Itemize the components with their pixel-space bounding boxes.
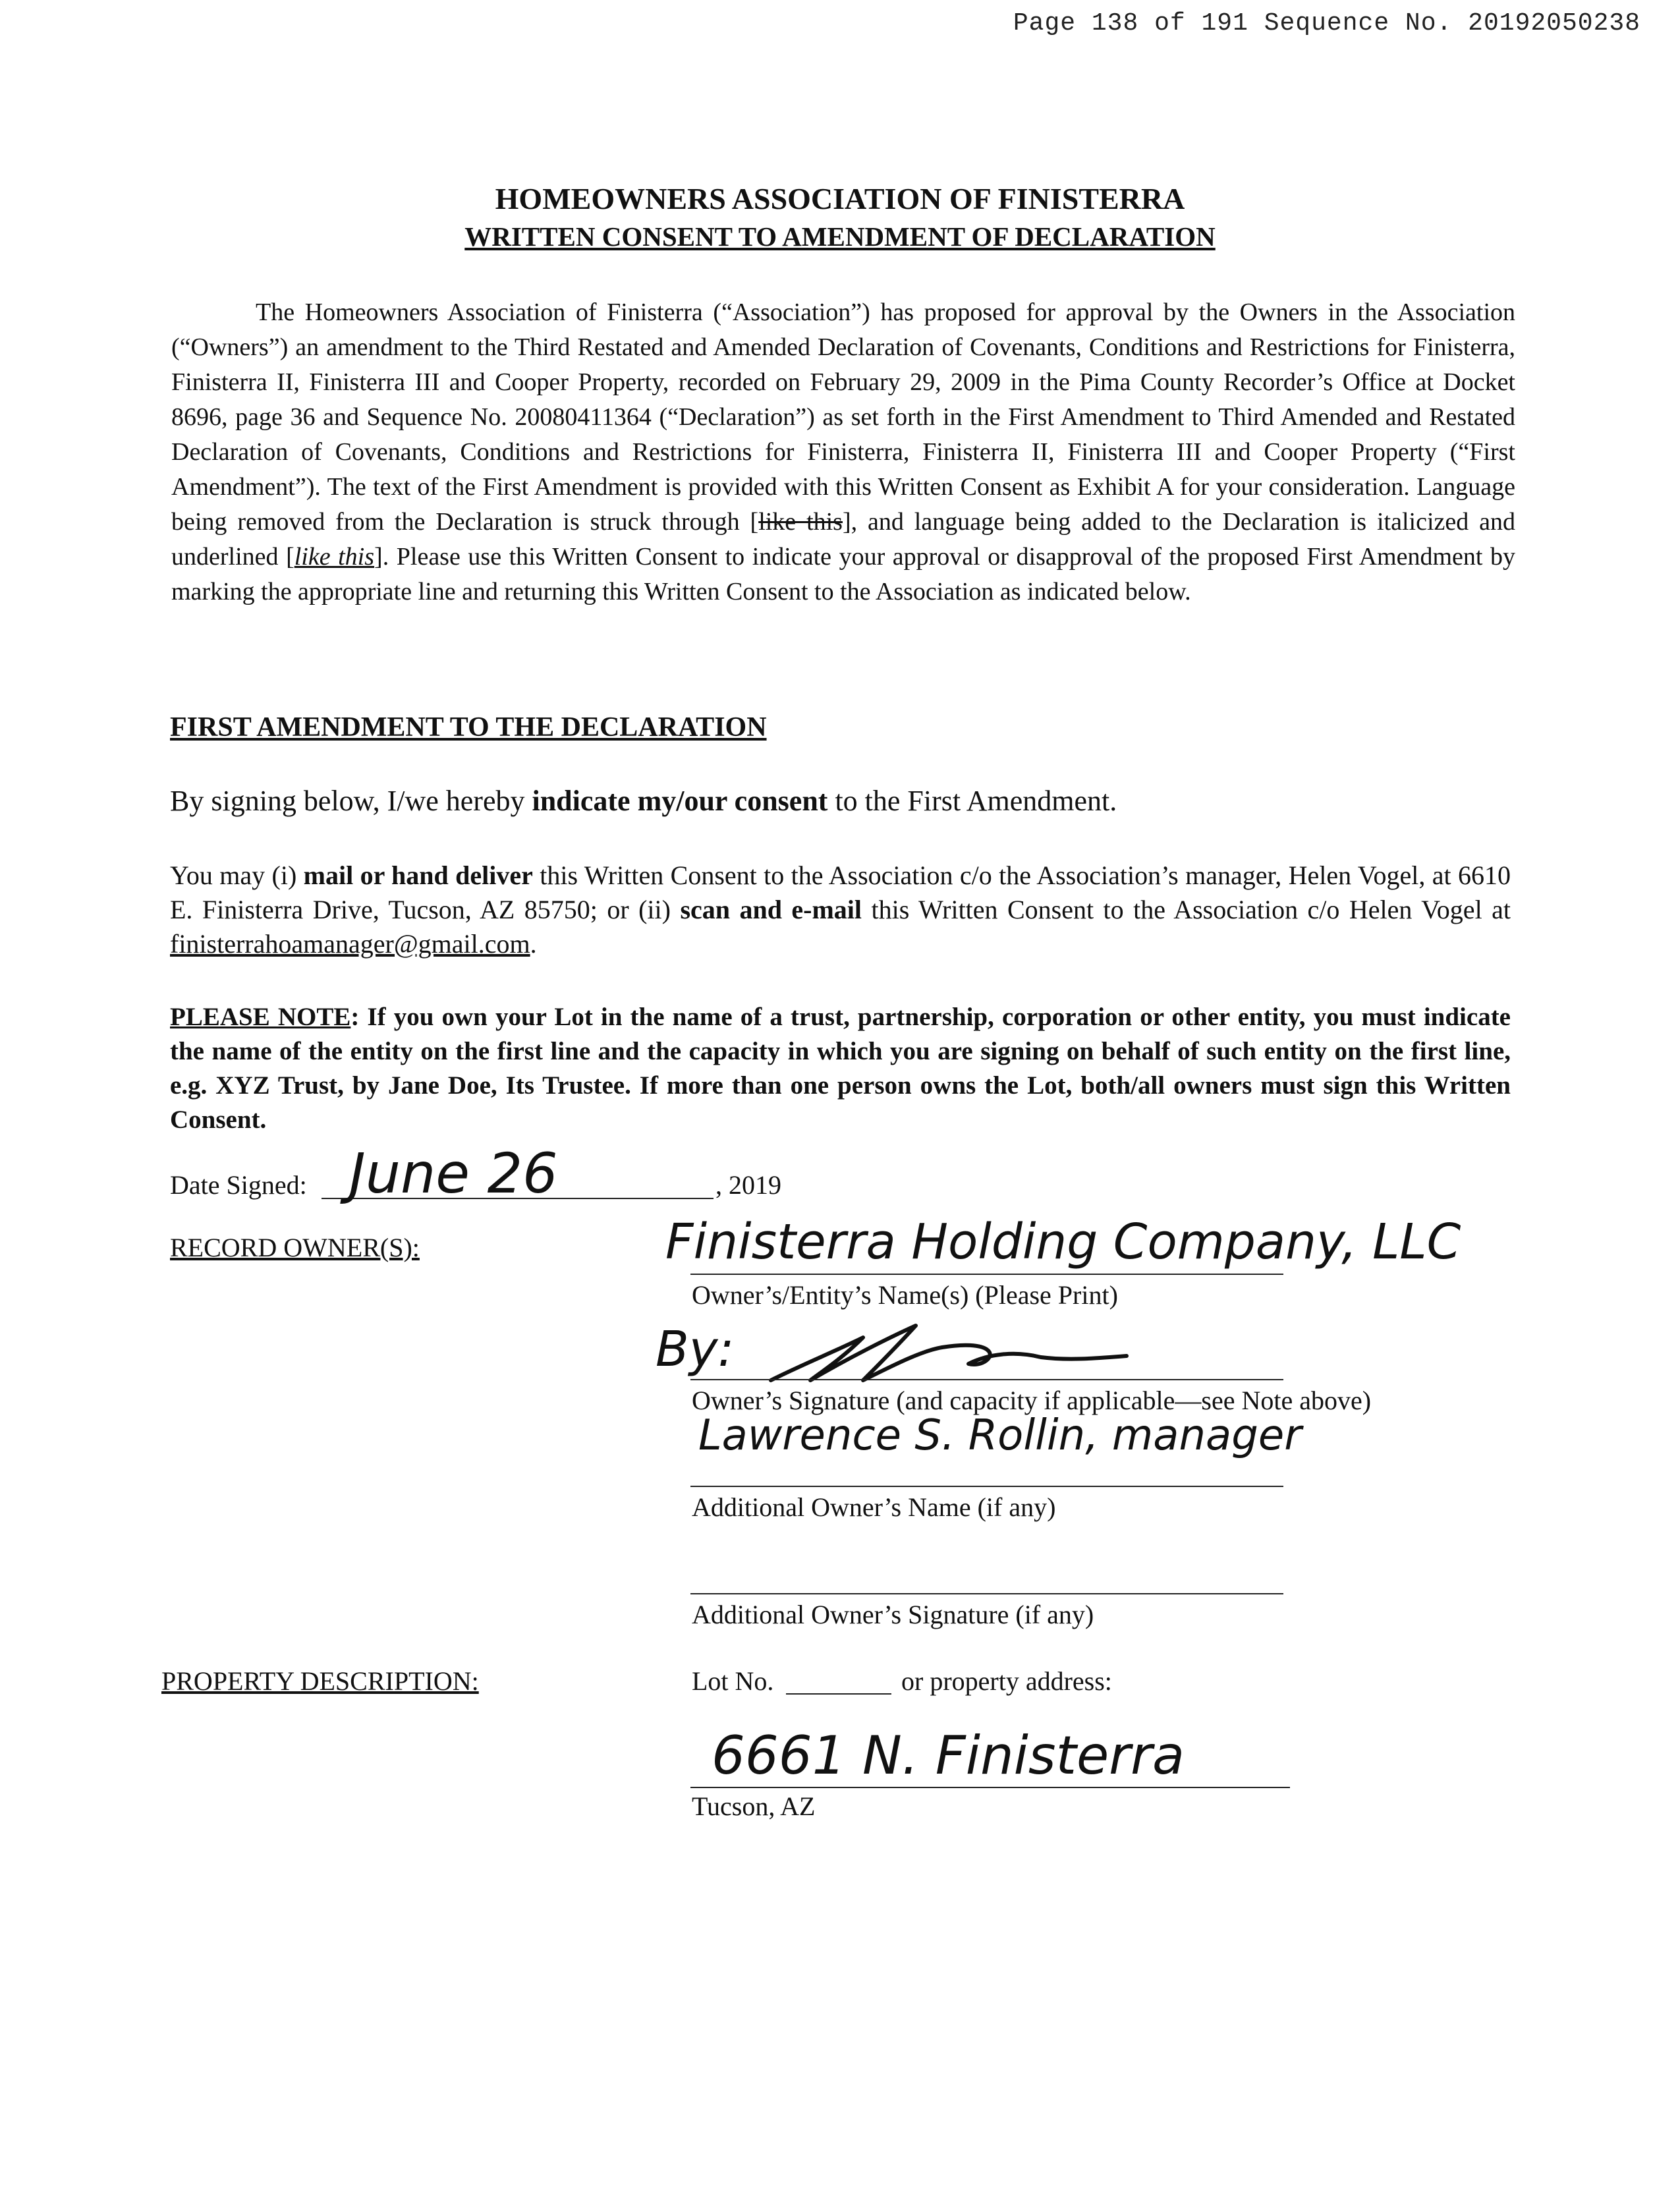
intro-text-3: ]. Please use this Written Consent to indicate your approval or disapproval of the proposed First Amendment by marking the appropriate line and returning this Written Consent to the Association as indicated below. [171,543,1515,605]
lot-number-label: Lot No. [692,1666,774,1696]
page-sequence-header: Page 138 of 191 Sequence No. 20192050238 [1013,9,1640,38]
delivery-instructions [170,858,1511,961]
intro-text-1: The Homeowners Association of Finisterra (“Association”) has proposed for approval by the Owners in the Association (“Owners”) an amendment to the Third Restated and Amended Declaration of Covenants, Conditions and Restrictions for Finisterra, Finisterra II, Finisterra III and Cooper Property, recorded on February 29, 2009 in the Pima County Recorder’s Office at Docket 8696, page 36 and Sequence No. 20080411364 (“Declaration”) as set forth in the First Amendment to Third Amended and Restated Declaration of Covenants, Conditions and Restrictions for Finisterra, Finisterra II, Finisterra III and Cooper Property (“First Amendment”). The text of the First Amendment is provided with this Written Consent as Exhibit A for your consideration. Language being removed from the Declaration is struck through [ [171,298,1515,536]
intro-text-2: ], and language being added to the Declaration is italicized and underlined [ [171,508,1516,571]
added-example: like this [294,543,375,571]
by-prefix: By: [656,1321,735,1378]
note-text: : If you own your Lot in the name of a trust, partnership, corporation or other entity, you must indicate the name of the entity on the first line and the capacity in which you are signing on behalf of such entity on the first line, e.g. XYZ Trust, by Jane Doe, Its Trustee. If more than one person owns the Lot, both/all owners must sign this Written Consent. [170,1003,1511,1134]
property-address-line [690,1787,1290,1788]
delivery-text-4: . [530,929,537,959]
please-note [170,1000,1511,1137]
owner-name-caption: Owner’s/Entity’s Name(s) (Please Print) [692,1280,1118,1310]
owner-name-line [690,1274,1283,1275]
property-address-value[interactable]: 6661 N. Finisterra [712,1725,1185,1786]
consent-post: to the First Amendment. [827,785,1117,817]
delivery-text-3: this Written Consent to the Association c/o Helen Vogel at [862,895,1511,924]
date-signed-value[interactable]: June 26 [349,1141,558,1206]
delivery-text-2: this Written Consent to the Association c/o the Association’s manager, Helen Vogel, at 6610 E. Finisterra Drive, Tucson, AZ 85750; or (ii) [170,860,1511,924]
document-subtitle: WRITTEN CONSENT TO AMENDMENT OF DECLARATION [464,221,1216,252]
consent-pre: By signing below, I/we hereby [170,785,532,817]
record-owners-label: RECORD OWNER(S): [170,1233,420,1262]
property-address-label: or property address: [901,1666,1112,1696]
document-title: HOMEOWNERS ASSOCIATION OF FINISTERRA [495,182,1185,215]
delivery-bold-1: mail or hand deliver [303,860,533,890]
intro-paragraph [171,295,1515,609]
date-signed-label: Date Signed: [170,1170,307,1200]
additional-name-line [690,1486,1283,1487]
additional-signature-line [690,1593,1283,1594]
note-label: PLEASE NOTE [170,1003,351,1031]
additional-signature-caption: Additional Owner’s Signature (if any) [692,1600,1094,1629]
consent-bold: indicate my/our consent [532,785,828,817]
consent-statement [170,784,1117,818]
additional-name-caption: Additional Owner’s Name (if any) [692,1492,1056,1522]
signature-caption: Owner’s Signature (and capacity if applicable—see Note above) [692,1386,1372,1415]
delivery-bold-2: scan and e-mail [680,895,862,924]
year-suffix: , 2019 [715,1170,781,1200]
struck-example: like this [758,508,843,536]
property-city: Tucson, AZ [692,1791,816,1821]
owner-name-value[interactable]: Finisterra Holding Company, LLC [665,1214,1461,1270]
manager-email-link[interactable]: finisterrahoamanager@gmail.com [170,929,530,959]
delivery-text-1: You may (i) [170,860,304,890]
capacity-value[interactable]: Lawrence S. Rollin, manager [698,1411,1302,1460]
signature-line [690,1379,1283,1380]
lot-number-line[interactable] [786,1693,891,1695]
property-description-label: PROPERTY DESCRIPTION: [161,1666,479,1696]
section-heading: FIRST AMENDMENT TO THE DECLARATION [170,712,767,743]
